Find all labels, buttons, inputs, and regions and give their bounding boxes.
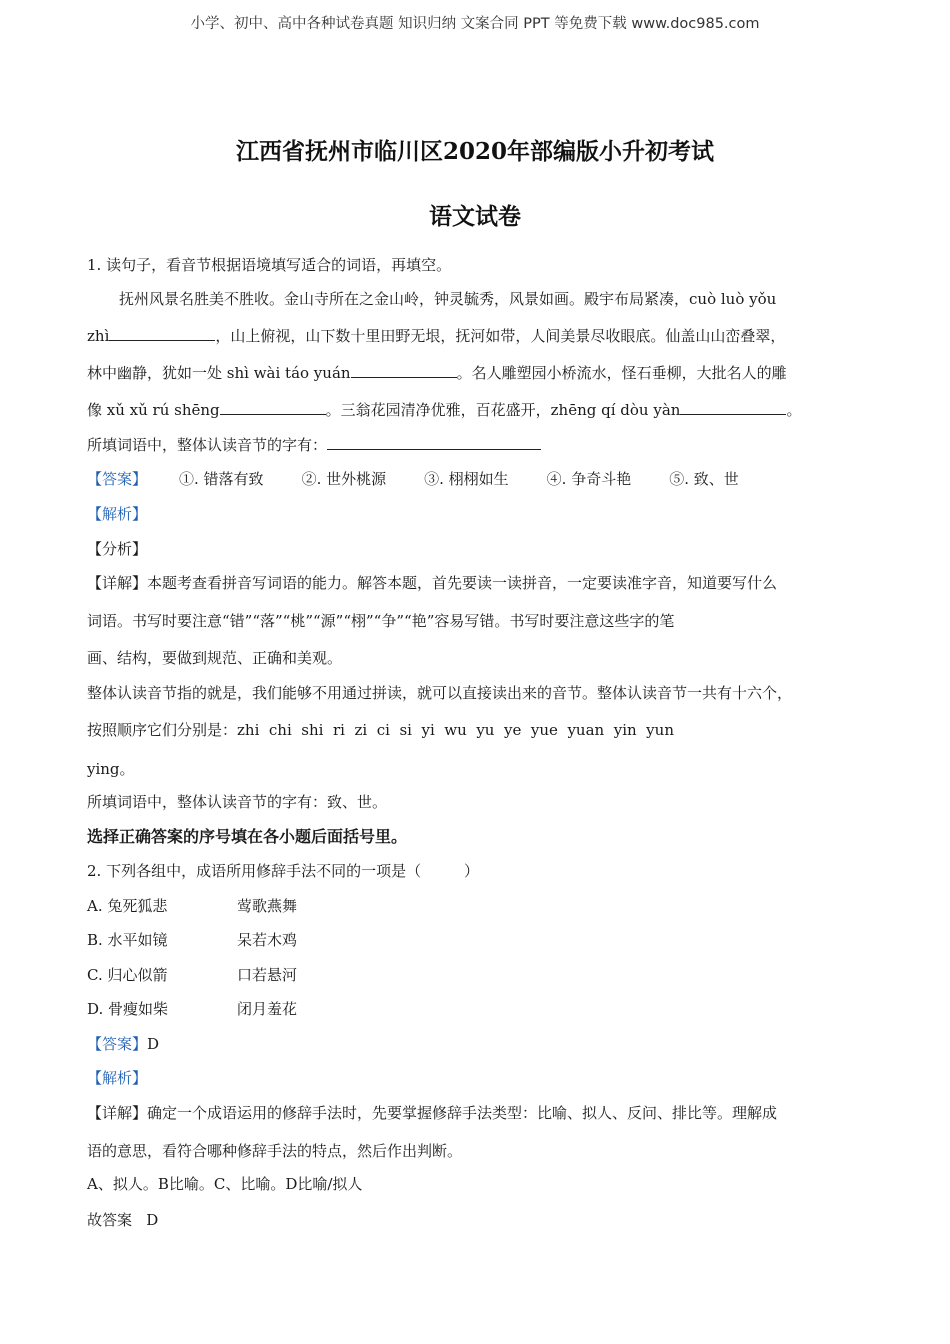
exam-title: 江西省抚州市临川区2020年部编版小升初考试	[235, 138, 714, 165]
answer-item: ③. 栩栩如生	[424, 470, 509, 488]
detail-label: 【详解】	[87, 574, 148, 592]
option-text: A. 兔死狐悲	[87, 897, 168, 915]
q1-passage-line1: 抚州风景名胜美不胜收。金山寺所在之金山岭，钟灵毓秀，风景如画。殿宇布局紧凑，cuò luò yǒu	[119, 290, 777, 308]
answer-item: ⑤. 致、世	[669, 470, 739, 488]
answer-item: ②. 世外桃源	[301, 470, 387, 488]
fill-blank-2[interactable]	[351, 363, 457, 378]
q1-passage-line3	[87, 362, 787, 383]
q1-detail-line4: 整体认读音节指的就是，我们能够不用通过拼读，就可以直接读出来的音节。整体认读音节一共有十六个，	[87, 684, 793, 702]
answer-label: 【答案】	[87, 1035, 148, 1053]
answer-label: 【答案】	[87, 470, 148, 488]
detail-label: 【详解】	[87, 1104, 148, 1122]
q1-detail-line1	[87, 572, 777, 593]
fill-blank-1[interactable]	[109, 326, 215, 341]
q1-detail-line7: 所填词语中，整体认读音节的字有：致、世。	[87, 793, 388, 811]
option-text: 闭月羞花	[237, 1000, 298, 1018]
passage-text: 所填词语中，整体认读音节的字有：	[87, 436, 328, 454]
pinyin-text: zhì	[87, 327, 110, 345]
option-text: C. 归心似箭	[87, 966, 168, 984]
q1-jiexi-label: 【解析】	[87, 505, 148, 523]
q2-stem: 2. 下列各组中，成语所用修辞手法不同的一项是（ ）	[87, 862, 479, 880]
q2-option-b	[87, 929, 297, 950]
exam-subtitle: 语文试卷	[429, 203, 521, 230]
answer-value: D	[147, 1035, 160, 1053]
passage-text: 。名人雕塑园小桥流水，怪石垂柳，大批名人的雕	[456, 364, 787, 382]
passage-text: 林中幽静，犹如一处 shì wài táo yuán	[87, 364, 351, 382]
q1-detail-line6: ying。	[87, 760, 135, 778]
passage-text: 像 xǔ xǔ rú shēng	[87, 401, 220, 419]
fill-blank-5[interactable]	[327, 435, 541, 450]
q1-passage-line2	[87, 325, 785, 346]
q2-jiexi-label: 【解析】	[87, 1069, 148, 1087]
q2-detail-line4: 故答案 D	[87, 1211, 159, 1229]
q1-stem: 1. 读句子，看音节根据语境填写适合的词语，再填空。	[87, 256, 452, 274]
passage-text: 。	[786, 401, 802, 419]
option-text: 口若悬河	[237, 966, 298, 984]
q2-answer	[87, 1033, 159, 1054]
option-text: 呆若木鸡	[237, 931, 298, 949]
q2-detail-line3: A、拟人。B比喻。C、比喻。D比喻/拟人	[87, 1175, 363, 1193]
option-text: B. 水平如镜	[87, 931, 168, 949]
q2-option-d	[87, 998, 297, 1019]
fill-blank-4[interactable]	[680, 400, 786, 415]
answer-item: ①. 错落有致	[179, 470, 264, 488]
q1-detail-line3: 画、结构，要做到规范、正确和美观。	[87, 649, 343, 667]
q1-detail-line2: 词语。书写时要注意“错”“落”“桃”“源”“栩”“争”“艳”容易写错。书写时要注意这些字的笔	[87, 612, 675, 630]
detail-text: 确定一个成语运用的修辞手法时，先要掌握修辞手法类型：比喻、拟人、反问、排比等。理解成	[147, 1104, 778, 1122]
q1-answer	[87, 468, 739, 489]
site-header: 小学、初中、高中各种试卷真题 知识归纳 文案合同 PPT 等免费下载 www.doc985.com	[190, 16, 760, 32]
section-heading: 选择正确答案的序号填在各小题后面括号里。	[87, 827, 408, 846]
q2-detail-line1	[87, 1102, 777, 1123]
passage-text: 。三翁花园清净优雅，百花盛开，zhēng qí dòu yàn	[325, 401, 681, 419]
q1-passage-line5	[87, 434, 541, 455]
answer-item: ④. 争奇斗艳	[546, 470, 632, 488]
option-text: 莺歌燕舞	[237, 897, 298, 915]
passage-text: ，山上俯视，山下数十里田野无垠，抚河如带，人间美景尽收眼底。仙盖山山峦叠翠，	[215, 327, 786, 345]
fill-blank-3[interactable]	[220, 400, 326, 415]
option-text: D. 骨瘦如柴	[87, 1000, 169, 1018]
detail-text: 本题考查看拼音写词语的能力。解答本题，首先要读一读拼音，一定要读准字音，知道要写什么	[147, 574, 778, 592]
q1-detail-line5: 按照顺序它们分别是：zhi chi shi ri zi ci si yi wu yu ye yue yuan yin yun	[87, 721, 674, 739]
q2-option-a	[87, 895, 297, 916]
q1-fenxi-label: 【分析】	[87, 540, 148, 558]
q1-passage-line4	[87, 399, 801, 420]
q2-option-c	[87, 964, 297, 985]
q2-detail-line2: 语的意思，看符合哪种修辞手法的特点，然后作出判断。	[87, 1142, 463, 1160]
